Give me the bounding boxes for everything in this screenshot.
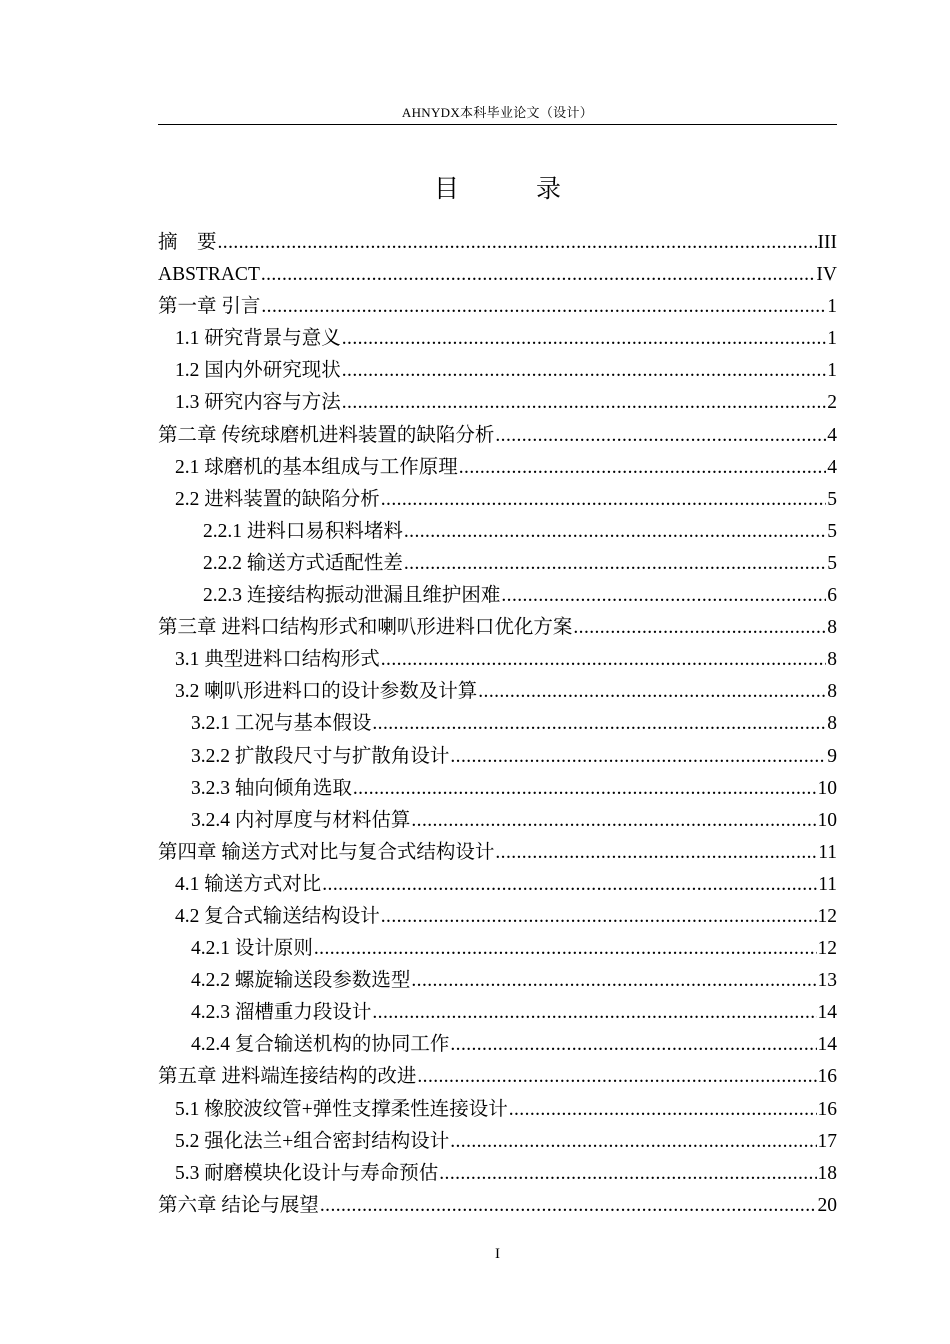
toc-entry-title: 4.2 复合式输送结构设计 — [175, 905, 380, 927]
toc-dot-leader — [439, 1158, 816, 1190]
toc-entry[interactable] — [158, 548, 837, 580]
toc-entry[interactable] — [158, 708, 837, 740]
toc-entry[interactable] — [158, 901, 837, 933]
toc-dot-leader — [320, 1190, 817, 1222]
toc-dot-leader — [495, 420, 826, 452]
running-header: AHNYDX本科毕业论文（设计） — [401, 105, 594, 120]
toc-entry[interactable] — [158, 259, 837, 291]
toc-entry-title: 第六章 结论与展望 — [158, 1194, 319, 1216]
toc-dot-leader — [322, 869, 817, 901]
page-number: I — [495, 1246, 500, 1262]
toc-entry[interactable] — [158, 1126, 837, 1158]
toc-entry-title: 4.1 输送方式对比 — [175, 873, 322, 895]
toc-entry-title: 2.2.2 输送方式适配性差 — [203, 552, 403, 574]
toc-entry-page: 2 — [827, 392, 837, 414]
toc-entry-title: 第一章 引言 — [158, 296, 261, 318]
toc-entry-title: 第四章 输送方式对比与复合式结构设计 — [158, 841, 495, 863]
toc-entry-page: III — [817, 232, 837, 253]
toc-dot-leader — [478, 676, 826, 708]
toc-entry[interactable] — [158, 965, 837, 997]
toc-entry-title: 1.2 国内外研究现状 — [175, 360, 341, 382]
toc-entry-page: 11 — [818, 873, 837, 895]
toc-entry-page: 17 — [817, 1130, 837, 1152]
toc-entry-title: 3.2.4 内衬厚度与材料估算 — [191, 809, 411, 831]
toc-entry[interactable] — [158, 869, 837, 901]
toc-entry[interactable] — [158, 1061, 837, 1093]
toc-entry-page: 1 — [827, 328, 837, 350]
toc-dot-leader — [450, 741, 826, 773]
toc-entry-page: 8 — [827, 713, 837, 735]
toc-entry[interactable] — [158, 997, 837, 1029]
toc-entry-page: 8 — [827, 649, 837, 671]
toc-dot-leader — [342, 355, 826, 387]
toc-entry-title: ABSTRACT — [158, 264, 260, 286]
toc-entry-page: 12 — [817, 938, 837, 960]
toc-entry-page: IV — [816, 264, 837, 286]
toc-list — [158, 227, 837, 1222]
toc-entry[interactable] — [158, 484, 837, 516]
header-rule — [158, 124, 837, 125]
toc-entry[interactable] — [158, 387, 837, 419]
toc-entry[interactable] — [158, 1029, 837, 1061]
toc-dot-leader — [261, 291, 826, 323]
toc-entry[interactable] — [158, 227, 837, 259]
toc-dot-leader — [573, 612, 826, 644]
toc-dot-leader — [372, 708, 826, 740]
toc-entry[interactable] — [158, 612, 837, 644]
toc-entry-title: 1.3 研究内容与方法 — [175, 392, 341, 414]
toc-entry-title: 第二章 传统球磨机进料装置的缺陷分析 — [158, 424, 495, 446]
toc-entry-page: 9 — [827, 745, 837, 767]
toc-entry-page: 1 — [827, 360, 837, 382]
toc-entry-title: 第三章 进料口结构形式和喇叭形进料口优化方案 — [158, 617, 573, 639]
toc-title: 目 录 — [433, 176, 587, 203]
toc-entry-page: 4 — [827, 456, 837, 478]
toc-entry-title: 3.2.3 轴向倾角选取 — [191, 777, 352, 799]
toc-entry[interactable] — [158, 773, 837, 805]
toc-dot-leader — [342, 323, 826, 355]
toc-entry[interactable] — [158, 1094, 837, 1126]
toc-entry-title: 3.2 喇叭形进料口的设计参数及计算 — [175, 681, 478, 703]
toc-entry-title: 4.2.3 溜槽重力段设计 — [191, 1002, 372, 1024]
toc-entry[interactable] — [158, 741, 837, 773]
toc-dot-leader — [342, 387, 826, 419]
toc-entry-page: 12 — [817, 905, 837, 927]
toc-entry-title: 2.2 进料装置的缺陷分析 — [175, 488, 380, 510]
toc-entry[interactable] — [158, 323, 837, 355]
toc-entry-title: 5.1 橡胶波纹管+弹性支撑柔性连接设计 — [175, 1098, 508, 1120]
toc-dot-leader — [381, 484, 826, 516]
toc-entry-title: 3.1 典型进料口结构形式 — [175, 649, 380, 671]
toc-dot-leader — [218, 227, 817, 259]
toc-entry-title: 第五章 进料端连接结构的改进 — [158, 1066, 417, 1088]
toc-entry-title: 2.1 球磨机的基本组成与工作原理 — [175, 456, 458, 478]
toc-entry[interactable] — [158, 933, 837, 965]
toc-entry-page: 20 — [817, 1194, 837, 1216]
toc-entry-page: 16 — [817, 1066, 837, 1088]
toc-entry-page: 10 — [817, 809, 837, 831]
toc-entry-page: 14 — [817, 1002, 837, 1024]
toc-dot-leader — [459, 452, 826, 484]
toc-entry-page: 8 — [827, 617, 837, 639]
toc-dot-leader — [450, 1029, 816, 1061]
toc-dot-leader — [381, 901, 817, 933]
toc-entry-page: 14 — [817, 1034, 837, 1056]
toc-entry-page: 11 — [818, 841, 837, 863]
toc-entry[interactable] — [158, 420, 837, 452]
toc-entry-title: 3.2.1 工况与基本假设 — [191, 713, 372, 735]
toc-dot-leader — [495, 837, 817, 869]
toc-dot-leader — [372, 997, 816, 1029]
toc-entry-title: 3.2.2 扩散段尺寸与扩散角设计 — [191, 745, 450, 767]
toc-dot-leader — [411, 805, 816, 837]
toc-entry[interactable] — [158, 1158, 837, 1190]
toc-dot-leader — [261, 259, 816, 291]
toc-entry[interactable] — [158, 580, 837, 612]
toc-entry-title: 2.2.1 进料口易积料堵料 — [203, 520, 403, 542]
toc-dot-leader — [353, 773, 817, 805]
toc-entry-title: 1.1 研究背景与意义 — [175, 328, 341, 350]
toc-entry-page: 5 — [827, 520, 837, 542]
toc-entry[interactable] — [158, 805, 837, 837]
toc-entry-page: 16 — [817, 1098, 837, 1120]
toc-dot-leader — [509, 1094, 817, 1126]
toc-dot-leader — [417, 1061, 816, 1093]
toc-entry-page: 5 — [827, 488, 837, 510]
toc-entry-title: 4.2.4 复合输送机构的协同工作 — [191, 1034, 450, 1056]
toc-entry-title: 5.3 耐磨模块化设计与寿命预估 — [175, 1162, 439, 1184]
toc-entry[interactable] — [158, 676, 837, 708]
toc-entry-title: 2.2.3 连接结构振动泄漏且维护困难 — [203, 585, 501, 607]
toc-entry-page: 8 — [827, 681, 837, 703]
toc-entry-title: 4.2.2 螺旋输送段参数选型 — [191, 970, 411, 992]
toc-dot-leader — [381, 644, 826, 676]
toc-dot-leader — [450, 1126, 816, 1158]
toc-entry-page: 6 — [827, 585, 837, 607]
toc-entry-page: 4 — [827, 424, 837, 446]
toc-entry-page: 13 — [817, 970, 837, 992]
toc-dot-leader — [404, 548, 826, 580]
toc-entry[interactable] — [158, 291, 837, 323]
toc-entry-page: 1 — [827, 296, 837, 318]
toc-entry[interactable] — [158, 355, 837, 387]
toc-dot-leader — [314, 933, 817, 965]
toc-entry-title: 摘 要 — [158, 232, 217, 253]
toc-entry-title: 5.2 强化法兰+组合密封结构设计 — [175, 1130, 450, 1152]
toc-entry-title: 4.2.1 设计原则 — [191, 938, 313, 960]
toc-entry[interactable] — [158, 644, 837, 676]
toc-dot-leader — [501, 580, 826, 612]
toc-entry[interactable] — [158, 452, 837, 484]
toc-entry[interactable] — [158, 837, 837, 869]
toc-dot-leader — [411, 965, 816, 997]
toc-entry[interactable] — [158, 516, 837, 548]
toc-entry-page: 10 — [817, 777, 837, 799]
toc-dot-leader — [404, 516, 826, 548]
toc-entry[interactable] — [158, 1190, 837, 1222]
toc-entry-page: 5 — [827, 552, 837, 574]
toc-entry-page: 18 — [817, 1162, 837, 1184]
